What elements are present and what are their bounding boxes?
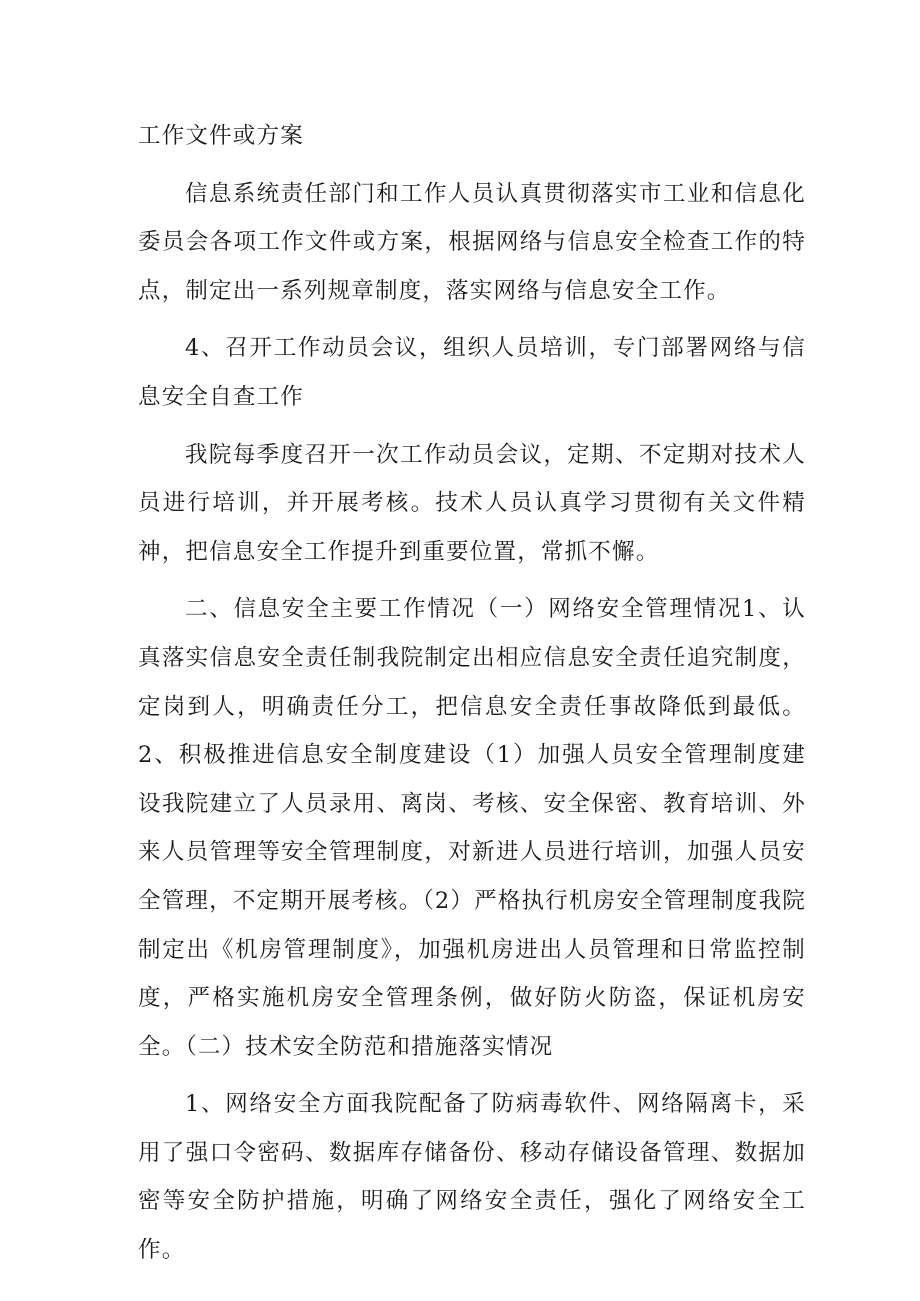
paragraph-continuation-heading: 工作文件或方案 [138, 123, 304, 149]
paragraph-main-work: 二、信息安全主要工作情况（一）网络安全管理情况1、认真落实信息安全责任制我院制定出相应信息安全责任追究制度，定岗到人，明确责任分工，把信息安全责任事故降低到最低。2、积极推进信息安全制度建设（1）加强人员安全管理制度建设我院建立了人员录用、离岗、考核、安全保密、教育培训、外来人员管理等安全管理制度，对新进人员进行培训，加强人员安全管理，不定期开展考核。（2）严格执行机房安全管理制度我院制定出《机房管理制度》，加强机房进出人员管理和日常监控制度，严格实施机房安全管理条例，做好防火防盗，保证机房安全。（二）技术安全防范和措施落实情况 [138, 596, 806, 1060]
paragraph-network-security: 1、网络安全方面我院配备了防病毒软件、网络隔离卡，采用了强口令密码、数据库存储备份、移动存储设备管理、数据加密等安全防护措施，明确了网络安全责任，强化了网络安全工作。 [138, 1091, 806, 1264]
paragraph-implementation: 信息系统责任部门和工作人员认真贯彻落实市工业和信息化委员会各项工作文件或方案，根据网络与信息安全检查工作的特点，制定出一系列规章制度，落实网络与信息安全工作。 [138, 180, 806, 304]
document-body [138, 112, 806, 1284]
paragraph-section-4-heading: 4、召开工作动员会议，组织人员培训，专门部署网络与信息安全自查工作 [138, 335, 806, 410]
paragraph-training: 我院每季度召开一次工作动员会议，定期、不定期对技术人员进行培训，并开展考核。技术人员认真学习贯彻有关文件精神，把信息安全工作提升到重要位置，常抓不懈。 [138, 441, 806, 565]
